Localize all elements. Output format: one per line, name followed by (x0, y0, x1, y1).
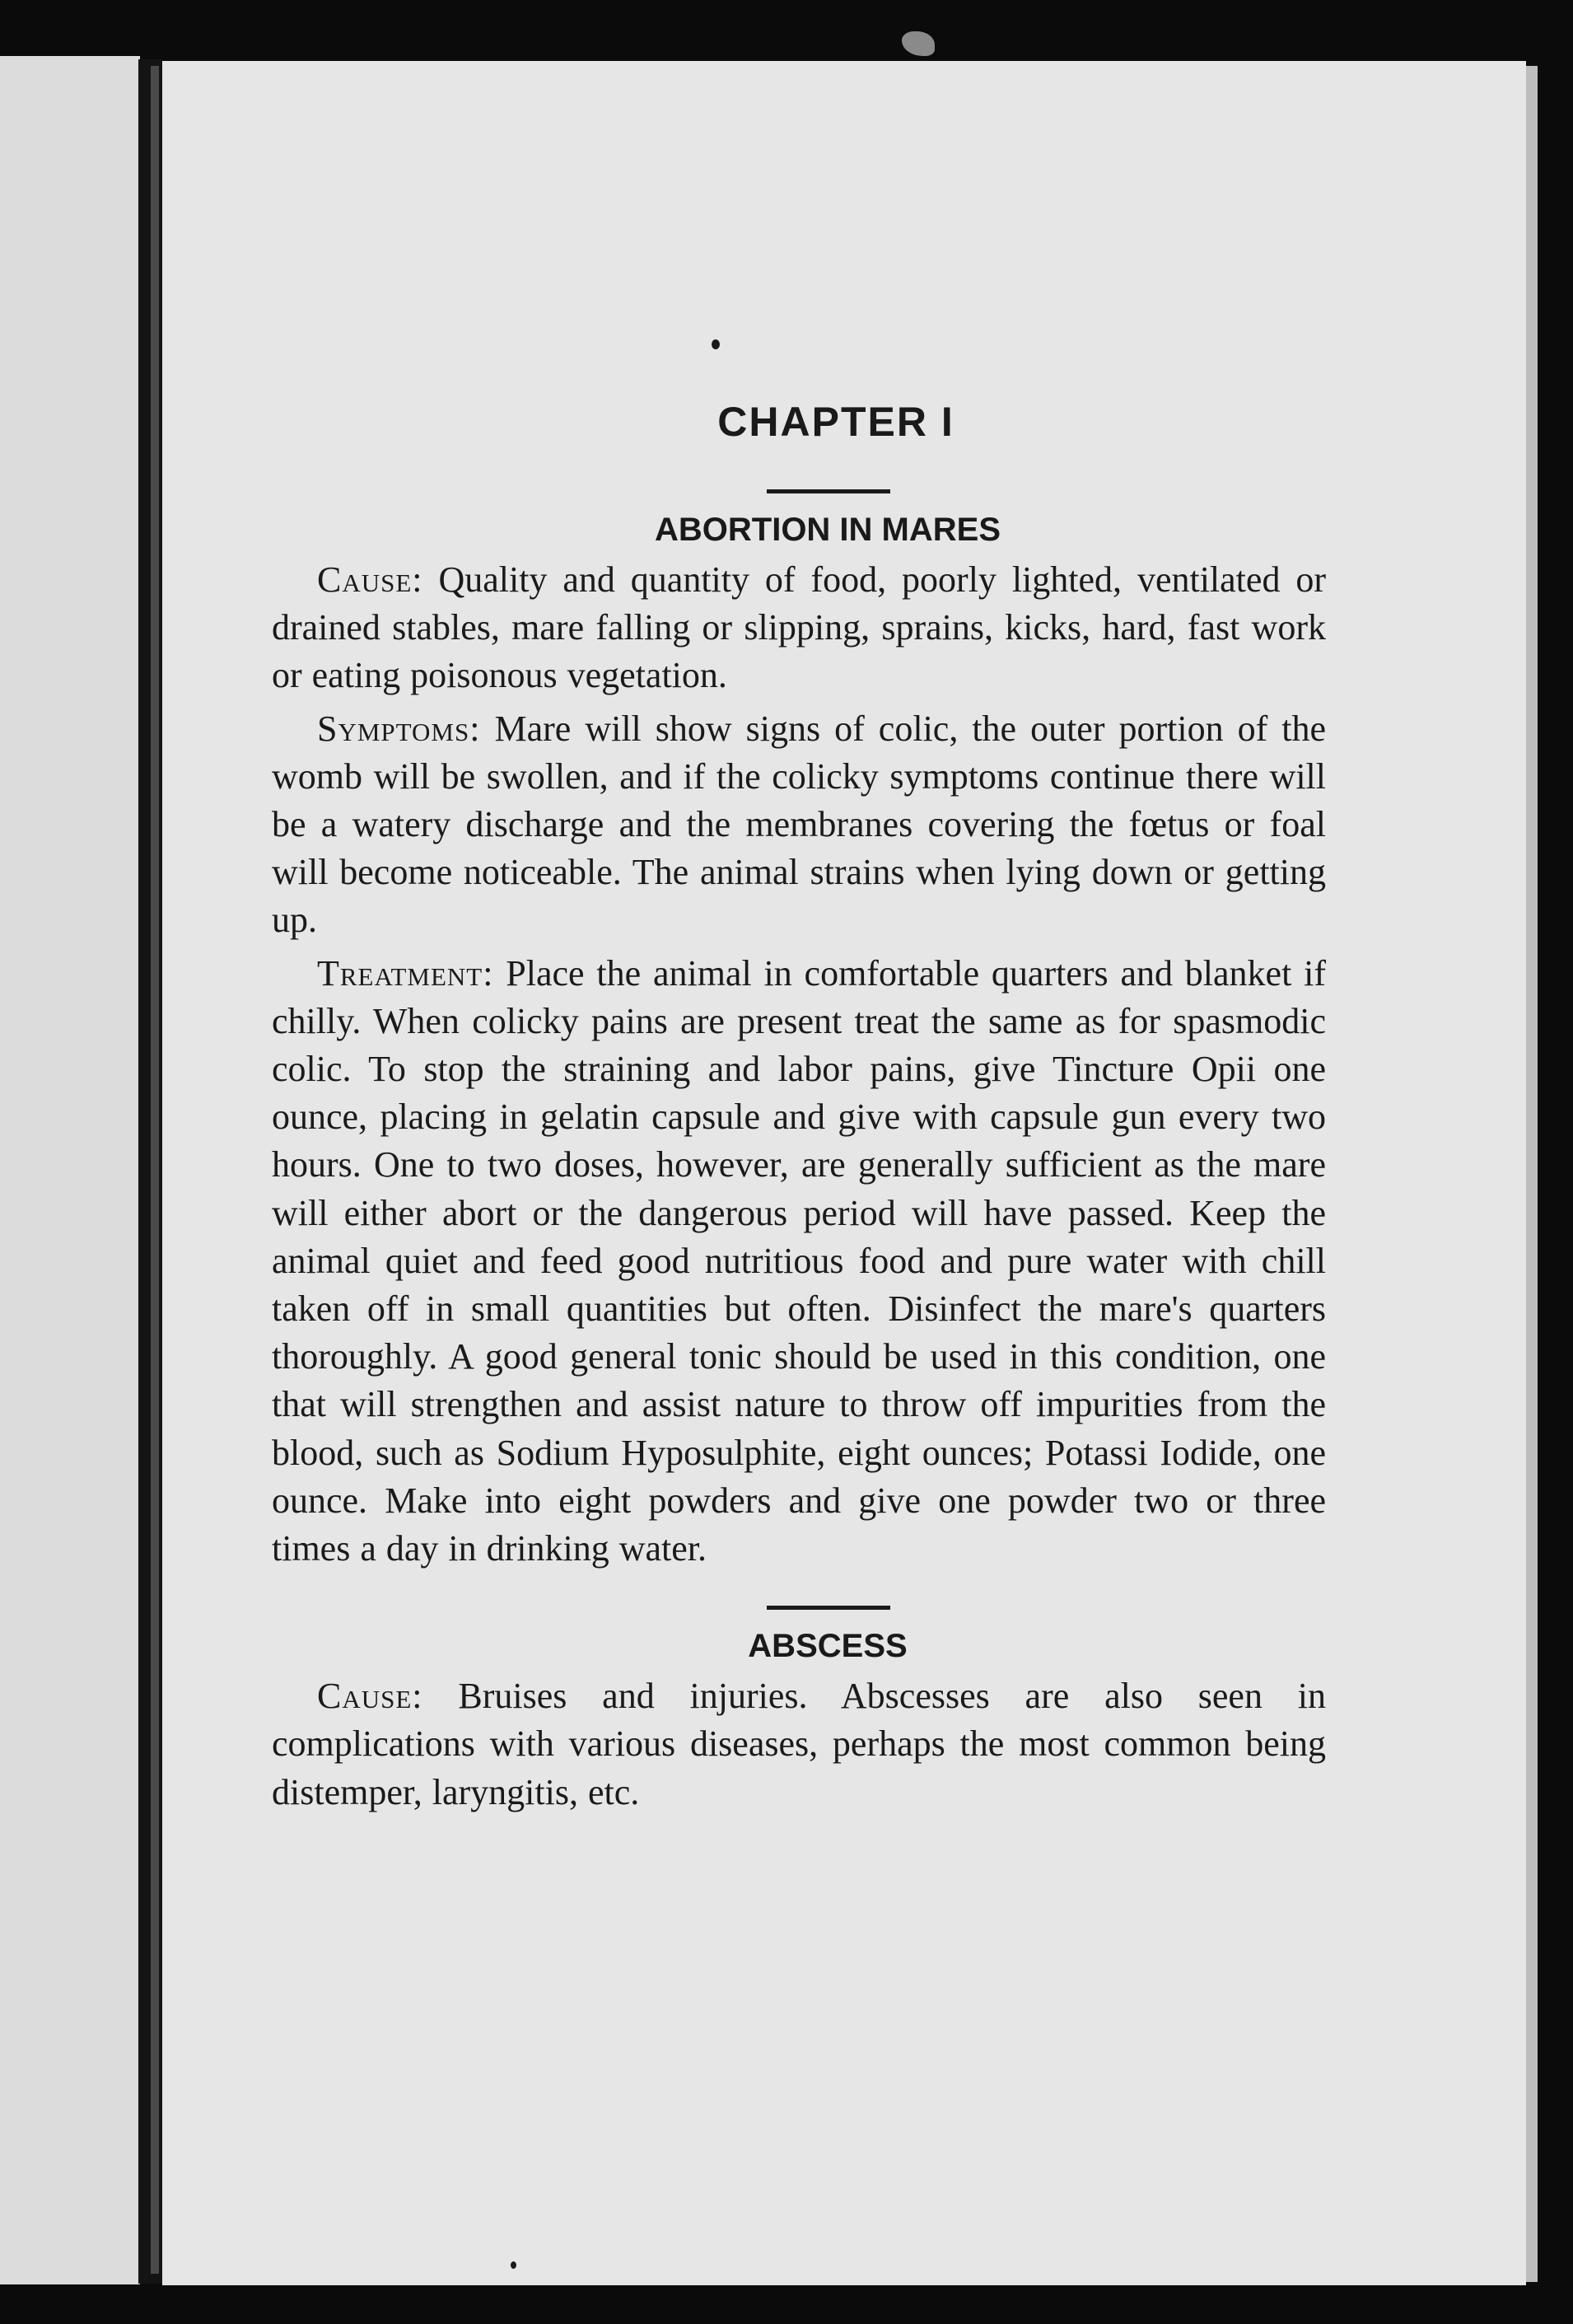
printer-dot-mark (712, 339, 720, 349)
paragraph-text: Bruises and injuries. Abscesses are also seen in complications with various diseases, perhaps the most common being distemper, laryngitis, etc. (272, 1676, 1327, 1812)
paragraph-label: Cause: (317, 559, 423, 600)
symptoms-paragraph (272, 705, 1326, 945)
heading-rule (767, 489, 890, 493)
paragraph-text: Mare will show signs of colic, the outer portion of the womb will be swollen, and if the colicky symptoms continue there will be a watery discharge and the membranes covering the fœtus or foal will become noticeable. The animal strains when lying down or getting up. (272, 708, 1327, 941)
treatment-paragraph (272, 950, 1326, 1573)
paragraph-text: Place the animal in comfortable quarters and blanket if chilly. When colicky pains are present treat the same as for spasmodic colic. To stop the straining and labor pains, give Tincture Opii one ounce, placing in gelatin capsule and give with capsule gun every two hours. One to two doses, however, are generally sufficient as the mare will either abort or the dangerous period will have passed. Keep the animal quiet and feed good nutritious food and pure water with chill taken off in small quantities but often. Disinfect the mare's quarters thoroughly. A good general tonic should be used in this condition, one that will strengthen and assist nature to throw off impurities from the blood, such as Sodium Hyposulphite, eight ounces; Potassi Iodide, one ounce. Make into eight powders and give one powder two or three times a day in drinking water. (272, 952, 1327, 1569)
page-content (272, 387, 1326, 1821)
section-abscess (272, 1623, 1326, 1817)
paragraph-text: Quality and quantity of food, poorly lighted, ventilated or drained stables, mare falling or slipping, sprains, kicks, hard, fast work or eating poisonous vegetation. (272, 559, 1327, 696)
scan-fleck-mark (902, 31, 935, 56)
paragraph-label: Treatment: (317, 952, 494, 994)
section-title: ABSCESS (748, 1628, 908, 1665)
facing-page-edge (0, 56, 140, 2284)
book-spine-highlight (151, 66, 159, 2274)
chapter-heading: CHAPTER I (717, 399, 955, 445)
section-abortion (272, 507, 1326, 1573)
cause-paragraph (272, 1672, 1326, 1817)
cause-paragraph (272, 556, 1326, 700)
printer-dot-mark-bottom (511, 2261, 516, 2269)
paragraph-label: Symptoms: (317, 708, 481, 749)
paragraph-label: Cause: (317, 1676, 423, 1717)
page-right-edge (1526, 66, 1538, 2282)
section-rule (767, 1606, 890, 1610)
section-title: ABORTION IN MARES (655, 512, 1001, 548)
